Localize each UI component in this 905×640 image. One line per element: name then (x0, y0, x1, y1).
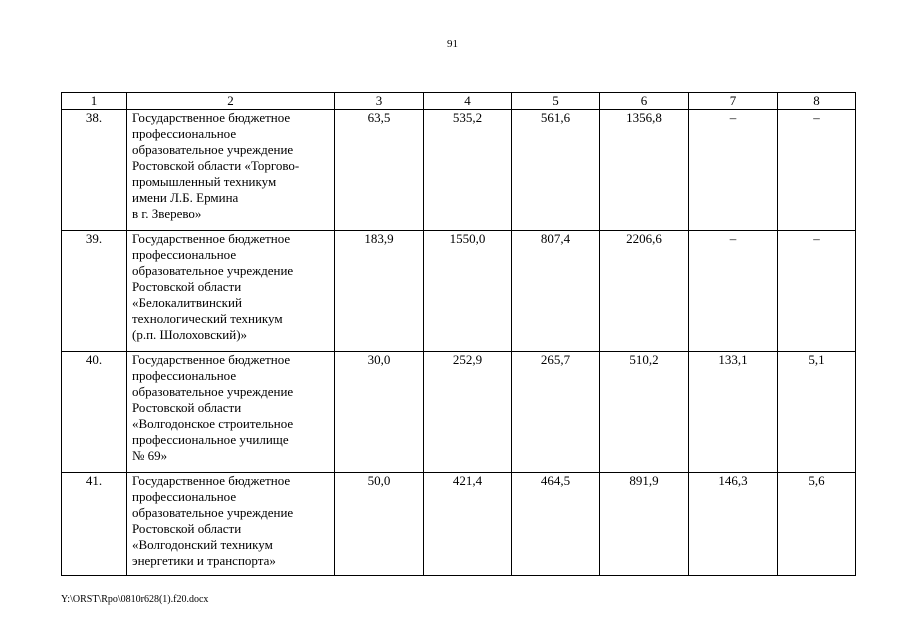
column-header: 8 (778, 93, 856, 110)
name-line: профессиональное (132, 126, 237, 141)
name-line: Ростовской области (132, 521, 242, 536)
row-number: 40. (62, 352, 127, 473)
table-header-row (62, 93, 856, 110)
name-line: профессиональное училище (132, 432, 289, 447)
name-line: Государственное бюджетное (132, 231, 291, 246)
column-header: 4 (424, 93, 512, 110)
column-header: 3 (335, 93, 424, 110)
table-row (62, 473, 856, 576)
value-cell: – (778, 110, 856, 231)
name-line: Государственное бюджетное (132, 110, 291, 125)
name-line: профессиональное (132, 247, 237, 262)
name-line: технологический техникум (132, 311, 283, 326)
name-line: (р.п. Шолоховский)» (132, 327, 248, 342)
name-line: «Волгодонский техникум (132, 537, 273, 552)
value-cell: 807,4 (512, 231, 600, 352)
value-cell: 464,5 (512, 473, 600, 576)
row-number: 38. (62, 110, 127, 231)
institution-name (127, 231, 335, 352)
value-cell: 2206,6 (600, 231, 689, 352)
column-header: 7 (689, 93, 778, 110)
name-line: «Волгодонское строительное (132, 416, 294, 431)
name-line: № 69» (132, 448, 168, 463)
data-table (61, 92, 856, 576)
table-row (62, 231, 856, 352)
name-line: в г. Зверево» (132, 206, 202, 221)
name-line: профессиональное (132, 489, 237, 504)
value-cell: 63,5 (335, 110, 424, 231)
value-cell: 183,9 (335, 231, 424, 352)
column-header: 2 (127, 93, 335, 110)
name-line: энергетики и транспорта» (132, 553, 276, 568)
table-row (62, 352, 856, 473)
page-number: 91 (447, 38, 458, 50)
row-number: 39. (62, 231, 127, 352)
value-cell: – (689, 110, 778, 231)
name-line: образовательное учреждение (132, 505, 294, 520)
name-line: профессиональное (132, 368, 237, 383)
table-row (62, 110, 856, 231)
value-cell: 50,0 (335, 473, 424, 576)
name-line: Ростовской области (132, 400, 242, 415)
name-line: образовательное учреждение (132, 263, 294, 278)
column-header: 6 (600, 93, 689, 110)
institution-name (127, 110, 335, 231)
value-cell: 1550,0 (424, 231, 512, 352)
name-line: образовательное учреждение (132, 142, 294, 157)
column-header: 1 (62, 93, 127, 110)
value-cell: 5,6 (778, 473, 856, 576)
file-path-footer: Y:\ORST\Rpo\0810r628(1).f20.docx (61, 594, 209, 605)
value-cell: – (689, 231, 778, 352)
value-cell: 146,3 (689, 473, 778, 576)
column-header: 5 (512, 93, 600, 110)
institution-name (127, 352, 335, 473)
value-cell: 891,9 (600, 473, 689, 576)
value-cell: 510,2 (600, 352, 689, 473)
value-cell: – (778, 231, 856, 352)
value-cell: 30,0 (335, 352, 424, 473)
name-line: промышленный техникум (132, 174, 277, 189)
value-cell: 252,9 (424, 352, 512, 473)
institution-name (127, 473, 335, 576)
name-line: Государственное бюджетное (132, 352, 291, 367)
value-cell: 421,4 (424, 473, 512, 576)
name-line: имени Л.Б. Ермина (132, 190, 239, 205)
value-cell: 561,6 (512, 110, 600, 231)
name-line: «Белокалитвинский (132, 295, 242, 310)
name-line: образовательное учреждение (132, 384, 294, 399)
value-cell: 1356,8 (600, 110, 689, 231)
name-line: Государственное бюджетное (132, 473, 291, 488)
row-number: 41. (62, 473, 127, 576)
name-line: Ростовской области «Торгово- (132, 158, 300, 173)
value-cell: 133,1 (689, 352, 778, 473)
value-cell: 5,1 (778, 352, 856, 473)
name-line: Ростовской области (132, 279, 242, 294)
value-cell: 535,2 (424, 110, 512, 231)
value-cell: 265,7 (512, 352, 600, 473)
